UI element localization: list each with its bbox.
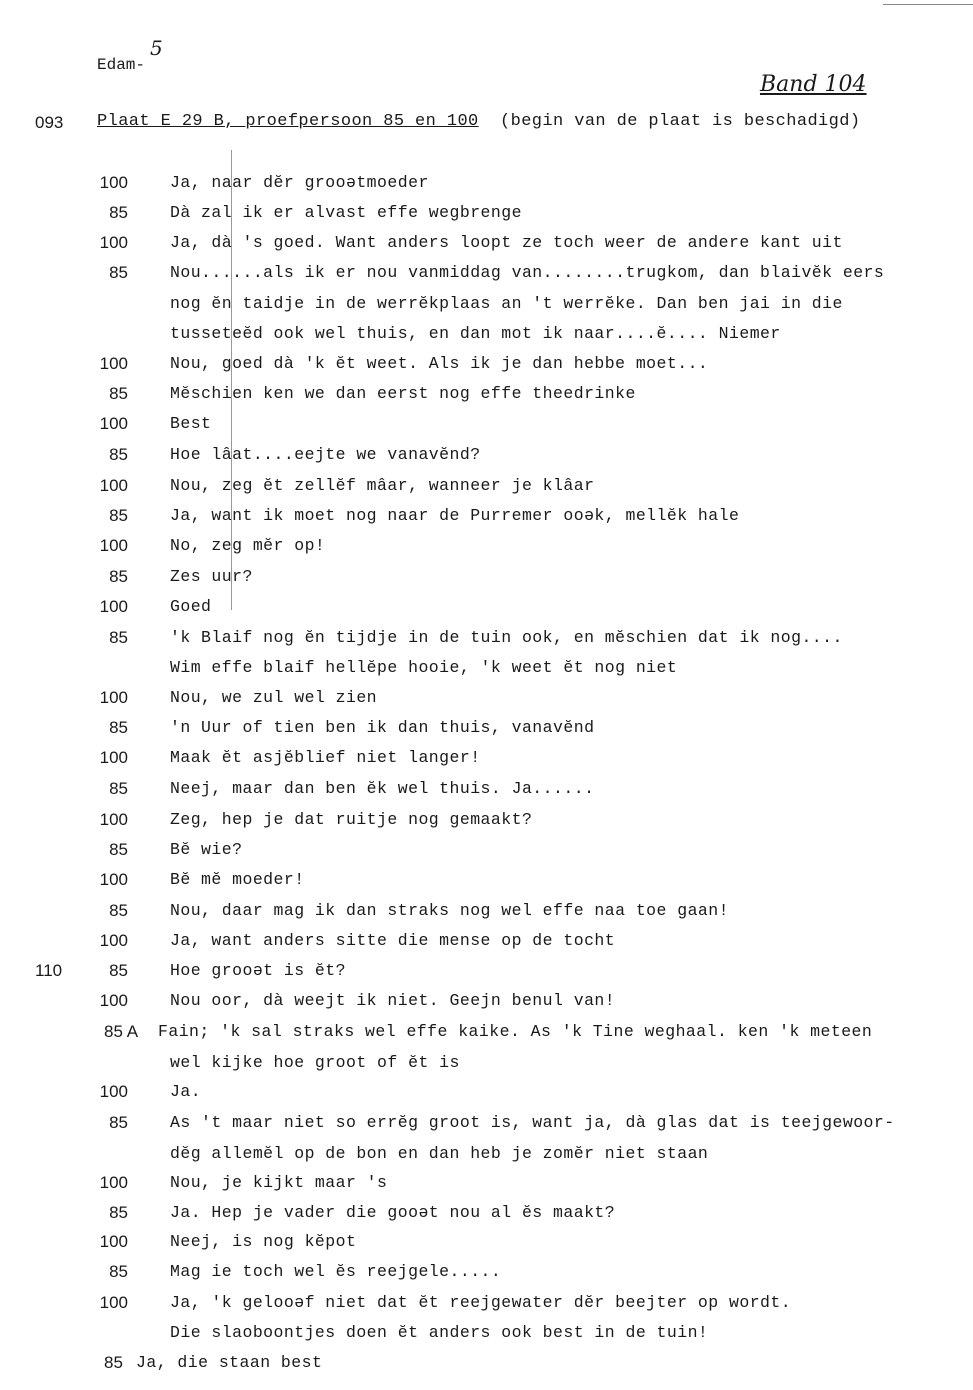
place-label [97, 56, 145, 74]
transcript-line [0, 688, 973, 718]
speaker-id: 85 [109, 203, 128, 222]
utterance-text: Zeg, hep je dat ruitje nog gemaakt? [170, 810, 533, 829]
transcript-line [0, 1232, 973, 1262]
speaker-id: 100 [99, 1293, 128, 1312]
speaker-id: 85 [109, 1113, 128, 1132]
transcript-line [0, 658, 973, 688]
speaker-id: 100 [99, 476, 128, 495]
speaker-id: 100 [99, 597, 128, 616]
transcript-line [0, 506, 973, 536]
speaker-id: 85 [109, 961, 128, 980]
speaker-id: 100 [99, 1082, 128, 1101]
utterance-text: Bĕ wie? [170, 840, 243, 859]
transcript-line [0, 1353, 973, 1383]
speaker-id: 85 [109, 384, 128, 403]
transcript-line [0, 931, 973, 961]
transcript-line [0, 294, 973, 324]
utterance-text: Ja, want ik moet nog naar de Purremer ooək, mellĕk hale [170, 506, 740, 525]
speaker-id: 100 [99, 1173, 128, 1192]
speaker-id: 100 [99, 748, 128, 767]
transcript-line [0, 384, 973, 414]
transcript-line [0, 1173, 973, 1203]
transcript-line [0, 536, 973, 566]
utterance-text: Goed [170, 597, 212, 616]
transcript-line [0, 1082, 973, 1112]
utterance-text: Best [170, 414, 212, 433]
transcript-line [0, 1293, 973, 1323]
utterance-text: Ja, want anders sitte die mense op de tocht [170, 931, 616, 950]
transcript-line [0, 324, 973, 354]
utterance-text: As 't maar niet so errĕg groot is, want ja, dà glas dat is teejgewoor- [170, 1113, 895, 1132]
utterance-text: Fain; 'k sal straks wel effe kaike. As 'k Tine weghaal. ken 'k meteen [158, 1022, 873, 1041]
speaker-id: 85 [109, 840, 128, 859]
utterance-text: Maak ĕt asjĕblief niet langer! [170, 748, 481, 767]
speaker-id: 85 A [104, 1022, 139, 1041]
speaker-id: 100 [99, 233, 128, 252]
utterance-text: Nou, daar mag ik dan straks nog wel effe naa toe gaan! [170, 901, 729, 920]
transcript-line [0, 991, 973, 1021]
utterance-text: 'k Blaif nog ĕn tijdje in de tuin ook, en mĕschien dat ik nog.... [170, 628, 843, 647]
transcript-line [0, 203, 973, 233]
transcript-line [0, 354, 973, 384]
speaker-id: 85 [109, 506, 128, 525]
utterance-text: Ja, naar dĕr grooətmoeder [170, 173, 429, 192]
transcript-line [0, 1144, 973, 1174]
transcript-line [0, 1113, 973, 1143]
transcript-line [0, 263, 973, 293]
sheet-mark: 5 [150, 36, 163, 60]
transcript-line [0, 1323, 973, 1353]
transcript-line [0, 748, 973, 778]
page-title: Plaat E 29 B, proefpersoon 85 en 100 [97, 112, 479, 131]
transcript-line [0, 779, 973, 809]
utterance-text: Nou, je kijkt maar 's [170, 1173, 388, 1192]
utterance-text: Ja, die staan best [136, 1353, 323, 1372]
speaker-id: 100 [99, 1232, 128, 1251]
utterance-text: Nou, zeg ĕt zellĕf mâar, wanneer je klâar [170, 476, 595, 495]
utterance-text: Dà zal ik er alvast effe wegbrenge [170, 203, 522, 222]
transcript-line [0, 445, 973, 475]
speaker-id: 85 [104, 1353, 123, 1372]
utterance-text: Neej, is nog kĕpot [170, 1232, 357, 1251]
utterance-text: Neej, maar dan ben ĕk wel thuis. Ja...... [170, 779, 595, 798]
transcript-line [0, 173, 973, 203]
transcript-line [0, 718, 973, 748]
utterance-text: Zes uur? [170, 567, 253, 586]
utterance-text: tusseteĕd ook wel thuis, en dan mot ik naar....ĕ.... Niemer [170, 324, 781, 343]
utterance-text: nog ĕn taidje in de werrĕkplaas an 't werrĕke. Dan ben jai in die [170, 294, 843, 313]
speaker-id: 85 [109, 628, 128, 647]
speaker-id: 100 [99, 810, 128, 829]
margin-number-110: 110 [35, 961, 63, 980]
utterance-text: Die slaoboontjes doen ĕt anders ook best in de tuin! [170, 1323, 709, 1342]
transcript-line [0, 901, 973, 931]
utterance-text: Ja. [170, 1082, 202, 1101]
speaker-id: 100 [99, 991, 128, 1010]
utterance-text: Nou, we zul wel zien [170, 688, 378, 707]
line-number: 093 [35, 113, 64, 132]
speaker-id: 100 [99, 870, 128, 889]
speaker-id: 85 [109, 901, 128, 920]
speaker-id: 85 [109, 445, 128, 464]
speaker-id: 85 [109, 1203, 128, 1222]
utterance-text: Nou oor, dà weejt ik niet. Geejn benul van! [170, 991, 616, 1010]
speaker-id: 100 [99, 931, 128, 950]
utterance-text: Mĕschien ken we dan eerst nog effe theedrinke [170, 384, 636, 403]
utterance-text: wel kijke hoe groot of ĕt is [170, 1053, 460, 1072]
transcript-line [0, 597, 973, 627]
speaker-id: 100 [99, 688, 128, 707]
utterance-text: Bĕ mĕ moeder! [170, 870, 305, 889]
speaker-id: 85 [109, 779, 128, 798]
utterance-text: Wim effe blaif hellĕpe hooie, 'k weet ĕt nog niet [170, 658, 678, 677]
speaker-id: 100 [99, 354, 128, 373]
transcript-line [0, 870, 973, 900]
transcript-line [0, 961, 973, 991]
top-edge-line [883, 4, 973, 5]
utterance-text: 'n Uur of tien ben ik dan thuis, vanavĕnd [170, 718, 595, 737]
utterance-text: Ja. Hep je vader die gooət nou al ĕs maakt? [170, 1203, 616, 1222]
utterance-text: dĕg allemĕl op de bon en dan heb je zomĕr niet staan [170, 1144, 709, 1163]
band-label: Band 104 [760, 72, 867, 97]
speaker-id: 100 [99, 536, 128, 555]
utterance-text: Hoe lâat....eejte we vanavĕnd? [170, 445, 481, 464]
speaker-id: 100 [99, 414, 128, 433]
transcript-line [0, 567, 973, 597]
speaker-id: 100 [99, 173, 128, 192]
speaker-id: 85 [109, 718, 128, 737]
place-text: Edam- [97, 56, 146, 74]
utterance-text: Mag ie toch wel ĕs reejgele..... [170, 1262, 502, 1281]
transcript-line [0, 840, 973, 870]
transcript-line [0, 414, 973, 444]
transcript-line [0, 233, 973, 263]
transcript-line [0, 476, 973, 506]
transcript-line [0, 1203, 973, 1233]
utterance-text: Nou, goed dà 'k ĕt weet. Als ik je dan hebbe moet... [170, 354, 709, 373]
transcript-line [0, 628, 973, 658]
utterance-text: Ja, 'k gelooəf niet dat ĕt reejgewater dĕr beejter op wordt. [170, 1293, 792, 1312]
utterance-text: Hoe grooət is ĕt? [170, 961, 346, 980]
transcript-line [0, 1053, 973, 1083]
utterance-text: No, zeg mĕr op! [170, 536, 326, 555]
transcript-line [0, 1262, 973, 1292]
speaker-id: 85 [109, 263, 128, 282]
utterance-text: Ja, dà 's goed. Want anders loopt ze toch weer de andere kant uit [170, 233, 843, 252]
transcript-line [0, 810, 973, 840]
speaker-id: 85 [109, 567, 128, 586]
page-subtitle: (begin van de plaat is beschadigd) [500, 112, 861, 131]
utterance-text: Nou......als ik er nou vanmiddag van........trugkom, dan blaivĕk eers [170, 263, 885, 282]
speaker-id: 85 [109, 1262, 128, 1281]
transcript-line [0, 1022, 973, 1052]
